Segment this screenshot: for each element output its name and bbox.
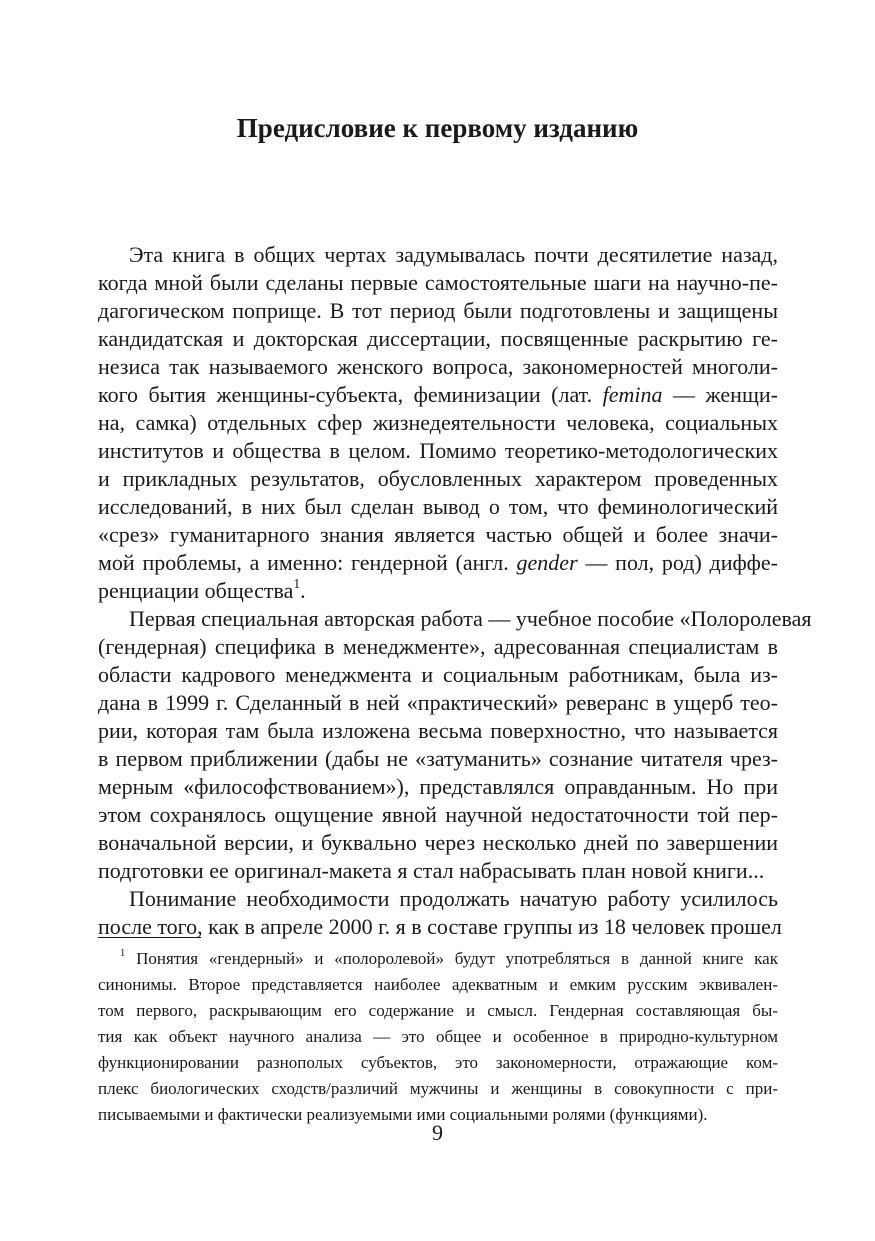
footnote-line: синонимы. Второе представляется наиболее адекватным и емким русским эквивален- xyxy=(98,975,778,994)
text-line: Понимание необходимости продолжать начатую работу усилилось xyxy=(129,886,778,911)
text-run: мой проблемы, а именно: гендерной (англ. xyxy=(98,550,517,575)
text-line: области кадрового менеджмента и социальным работникам, была из- xyxy=(98,662,778,687)
text-line: незиса так называемого женского вопроса, закономерностей многоли- xyxy=(98,354,778,379)
text-line: на, самка) отдельных сфер жизнедеятельности человека, социальных xyxy=(98,410,778,435)
footnote-line: функционировании разнополых субъектов, это закономерности, отражающие ком- xyxy=(98,1053,778,1072)
footnote-line: тия как объект научного анализа — это общее и особенное в природно-культурном xyxy=(98,1027,778,1046)
page-title: Предисловие к первому изданию xyxy=(236,113,639,143)
text-line: дагогическом поприще. В тот период были подготовлены и защищены xyxy=(98,298,778,323)
text-line: дана в 1999 г. Сделанный в ней «практический» реверанс в ущерб тео- xyxy=(98,690,778,715)
text-line: подготовки ее оригинал-макета я стал набрасывать план новой книги... xyxy=(98,858,765,883)
footnote-ref: 1 xyxy=(293,575,301,591)
page-number: 9 xyxy=(432,1120,443,1145)
footnote-line: писываемыми и фактически реализуемыми ими социальными ролями (функциями). xyxy=(98,1105,708,1124)
footnote-marker: 1 xyxy=(120,947,126,959)
text-line: институтов и общества в целом. Помимо теоретико-методологических xyxy=(98,438,778,463)
english-term: gender xyxy=(516,550,578,575)
text-line: Эта книга в общих чертах задумывалась почти десятилетие назад, xyxy=(129,242,778,267)
text-run: ренциации общества xyxy=(98,578,294,603)
text-run: — женщи- xyxy=(662,382,778,407)
text-line: рии, которая там была изложена весьма поверхностно, что называется xyxy=(98,718,778,743)
text-line: (гендерная) специфика в менеджменте», адресованная специалистам в xyxy=(98,634,778,659)
text-run: Понятия «гендерный» и «полоролевой» будут употребляться в данной книге как xyxy=(125,949,778,968)
text-line xyxy=(98,576,778,606)
text-line: после того, как в апреле 2000 г. я в составе группы из 18 человек прошел xyxy=(98,914,782,939)
footnote-line: том первого, раскрывающим его содержание и смысл. Гендерная составляющая бы- xyxy=(98,1001,778,1020)
text-run: . xyxy=(300,578,306,603)
footnote-line: плекс биологических сходств/различий мужчины и женщины в совокупности с при- xyxy=(98,1079,778,1098)
footnote-line xyxy=(120,946,778,972)
text-run: — пол, род) диффе- xyxy=(577,550,778,575)
text-line: когда мной были сделаны первые самостоятельные шаги на научно-пе- xyxy=(98,270,778,295)
footnote-divider xyxy=(98,937,201,938)
text-line: воначальной версии, и буквально через несколько дней по завершении xyxy=(98,830,778,855)
text-line: в первом приближении (дабы не «затуманить» сознание читателя чрез- xyxy=(98,746,778,771)
text-line: мерным «философствованием»), представлялся оправданным. Но при xyxy=(98,774,778,799)
text-line: «срез» гуманитарного знания является частью общей и более значи- xyxy=(98,522,778,547)
text-line: и прикладных результатов, обусловленных характером проведенных xyxy=(98,466,778,491)
text-run: кого бытия женщины-субъекта, феминизации (лат. xyxy=(98,382,603,407)
text-line xyxy=(98,380,778,410)
text-line xyxy=(98,548,778,578)
text-line: этом сохранялось ощущение явной научной недостаточности той пер- xyxy=(98,802,778,827)
latin-term: femina xyxy=(602,382,663,407)
text-line: кандидатская и докторская диссертации, посвященные раскрытию ге- xyxy=(98,326,778,351)
text-line: Первая специальная авторская работа — учебное пособие «Полоролевая xyxy=(129,606,812,631)
text-line: исследований, в них был сделан вывод о том, что феминологический xyxy=(98,494,778,519)
